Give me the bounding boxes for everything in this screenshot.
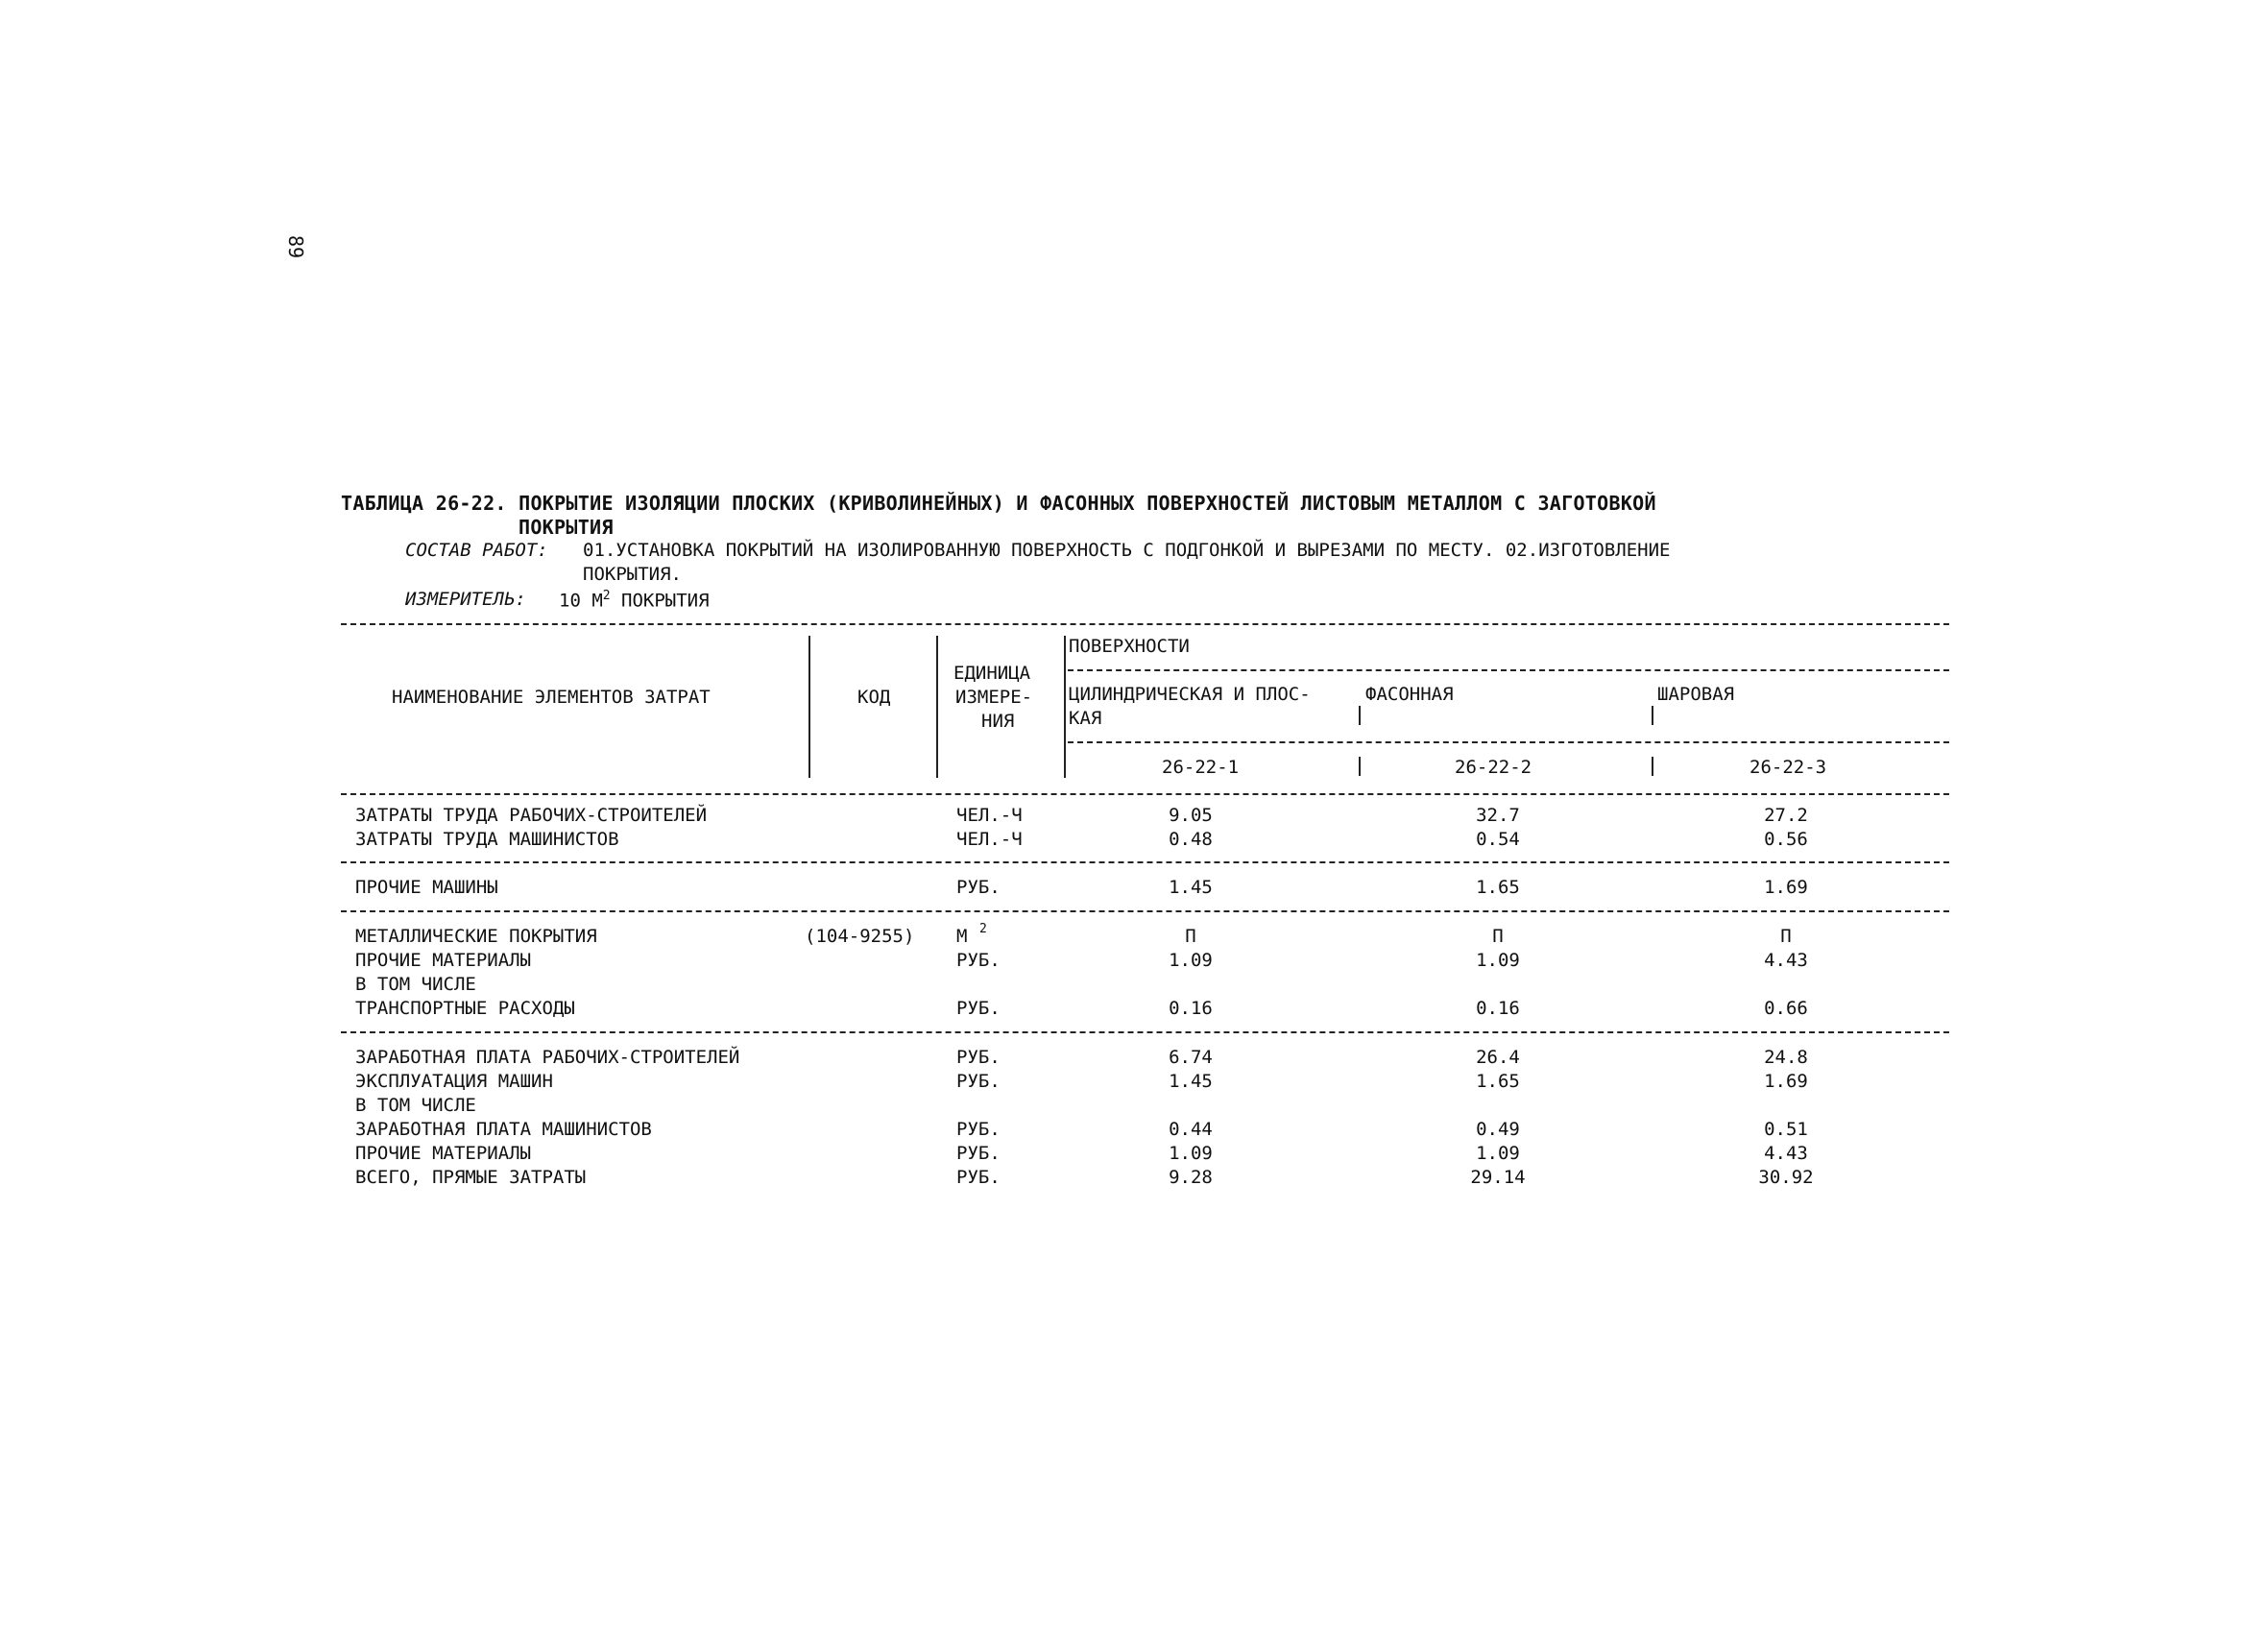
page-number: 89	[284, 235, 307, 259]
row-value-26-22-3: 4.43	[1764, 950, 1808, 971]
row-name: ПРОЧИЕ МАШИНЫ	[355, 877, 498, 898]
row-value-26-22-3: 24.8	[1764, 1047, 1808, 1068]
header-codes-rule	[1068, 741, 1949, 743]
row-value-26-22-2: 1.65	[1476, 1071, 1520, 1092]
header-separator-2	[936, 636, 938, 778]
meter-value: 10 $М^2$ ПОКРЫТИЯ	[559, 589, 710, 612]
header-separator-7	[1652, 757, 1653, 776]
row-value-26-22-3: 0.66	[1764, 998, 1808, 1019]
composition-line2: ПОКРЫТИЯ.	[583, 564, 682, 585]
row-value-26-22-2: 0.49	[1476, 1119, 1520, 1140]
header-surfaces-rule	[1068, 669, 1949, 671]
row-value-26-22-1: 1.09	[1169, 1143, 1213, 1164]
row-value-26-22-2: 1.09	[1476, 1143, 1520, 1164]
table-title-line2: ПОКРЫТИЯ	[519, 516, 614, 539]
row-unit: М	[956, 926, 968, 947]
row-unit: РУБ.	[956, 877, 1001, 898]
row-value-26-22-3: 0.56	[1764, 829, 1808, 850]
header-separator-3	[1064, 636, 1066, 778]
header-unit-line2: ИЗМЕРЕ-	[955, 687, 1033, 708]
row-name: ЭКСПЛУАТАЦИЯ МАШИН	[355, 1071, 553, 1092]
row-name: ЗАТРАТЫ ТРУДА РАБОЧИХ-СТРОИТЕЛЕЙ	[355, 805, 708, 826]
row-name: ПРОЧИЕ МАТЕРИАЛЫ	[355, 1143, 532, 1164]
row-value-26-22-2: 0.16	[1476, 998, 1520, 1019]
header-shaped: ФАСОННАЯ	[1365, 684, 1454, 705]
header-surfaces: ПОВЕРХНОСТИ	[1069, 636, 1190, 657]
header-unit-line1: ЕДИНИЦА	[953, 663, 1031, 684]
row-value-26-22-1: П	[1185, 926, 1196, 947]
row-code: (104-9255)	[805, 926, 915, 947]
header-name: НАИМЕНОВАНИЕ ЭЛЕМЕНТОВ ЗАТРАТ	[392, 687, 711, 708]
group-rule-1	[341, 861, 1949, 863]
row-value-26-22-3: П	[1780, 926, 1792, 947]
meter-label: ИЗМЕРИТЕЛЬ:	[405, 589, 526, 610]
row-unit: РУБ.	[956, 1167, 1001, 1188]
header-code-26-22-1: 26-22-1	[1162, 757, 1240, 778]
row-name: ВСЕГО, ПРЯМЫЕ ЗАТРАТЫ	[355, 1167, 587, 1188]
row-unit: РУБ.	[956, 1143, 1001, 1164]
row-value-26-22-3: 30.92	[1758, 1167, 1814, 1188]
row-value-26-22-3: 1.69	[1764, 1071, 1808, 1092]
header-separator-4	[1359, 706, 1361, 725]
row-value-26-22-1: 9.28	[1169, 1167, 1213, 1188]
row-name: ЗАРАБОТНАЯ ПЛАТА МАШИНИСТОВ	[355, 1119, 652, 1140]
composition-label: СОСТАВ РАБОТ:	[405, 540, 548, 561]
row-unit: РУБ.	[956, 1047, 1001, 1068]
composition-line1: 01.УСТАНОВКА ПОКРЫТИЙ НА ИЗОЛИРОВАННУЮ ПОВЕРХНОСТЬ С ПОДГОНКОЙ И ВЫРЕЗАМИ ПО МЕСТУ. 02.ИЗГОТОВЛЕНИЕ	[583, 540, 1671, 561]
row-value-26-22-1: 1.45	[1169, 1071, 1213, 1092]
header-cylindrical-line2: КАЯ	[1069, 708, 1102, 729]
row-value-26-22-1: 1.09	[1169, 950, 1213, 971]
row-unit-superscript: 2	[979, 922, 987, 936]
row-name: ЗАРАБОТНАЯ ПЛАТА РАБОЧИХ-СТРОИТЕЛЕЙ	[355, 1047, 740, 1068]
row-name: В ТОМ ЧИСЛЕ	[355, 1095, 476, 1116]
row-value-26-22-2: 32.7	[1476, 805, 1520, 826]
group-rule-3	[341, 1031, 1949, 1033]
header-unit-line3: НИЯ	[981, 711, 1015, 732]
row-value-26-22-1: 0.16	[1169, 998, 1213, 1019]
row-name: МЕТАЛЛИЧЕСКИЕ ПОКРЫТИЯ	[355, 926, 597, 947]
header-top-rule	[341, 623, 1949, 625]
header-separator-5	[1652, 706, 1653, 725]
row-value-26-22-3: 27.2	[1764, 805, 1808, 826]
row-value-26-22-2: П	[1492, 926, 1504, 947]
header-spherical: ШАРОВАЯ	[1657, 684, 1735, 705]
row-name: ЗАТРАТЫ ТРУДА МАШИНИСТОВ	[355, 829, 619, 850]
header-cylindrical-line1: ЦИЛИНДРИЧЕСКАЯ И ПЛОС-	[1069, 684, 1311, 705]
row-unit: ЧЕЛ.-Ч	[956, 805, 1023, 826]
row-name: ТРАНСПОРТНЫЕ РАСХОДЫ	[355, 998, 575, 1019]
row-value-26-22-3: 1.69	[1764, 877, 1808, 898]
row-unit: РУБ.	[956, 998, 1001, 1019]
header-separator-1	[808, 636, 810, 778]
row-unit: РУБ.	[956, 1071, 1001, 1092]
row-name: В ТОМ ЧИСЛЕ	[355, 974, 476, 995]
row-unit: РУБ.	[956, 1119, 1001, 1140]
group-rule-2	[341, 910, 1949, 912]
header-separator-6	[1359, 757, 1361, 776]
row-value-26-22-1: 6.74	[1169, 1047, 1213, 1068]
row-value-26-22-3: 0.51	[1764, 1119, 1808, 1140]
header-bottom-rule	[341, 793, 1949, 795]
header-code: КОД	[857, 687, 891, 708]
row-value-26-22-3: 4.43	[1764, 1143, 1808, 1164]
row-value-26-22-1: 0.48	[1169, 829, 1213, 850]
row-value-26-22-2: 1.65	[1476, 877, 1520, 898]
header-code-26-22-3: 26-22-3	[1749, 757, 1827, 778]
row-value-26-22-1: 9.05	[1169, 805, 1213, 826]
row-value-26-22-1: 1.45	[1169, 877, 1213, 898]
row-unit: РУБ.	[956, 950, 1001, 971]
row-name: ПРОЧИЕ МАТЕРИАЛЫ	[355, 950, 532, 971]
row-value-26-22-2: 0.54	[1476, 829, 1520, 850]
row-value-26-22-2: 29.14	[1470, 1167, 1526, 1188]
row-value-26-22-2: 26.4	[1476, 1047, 1520, 1068]
row-unit: ЧЕЛ.-Ч	[956, 829, 1023, 850]
row-unit-with-superscript	[979, 922, 987, 944]
table-title-line1: ТАБЛИЦА 26-22. ПОКРЫТИЕ ИЗОЛЯЦИИ ПЛОСКИХ (КРИВОЛИНЕЙНЫХ) И ФАСОННЫХ ПОВЕРХНОСТЕЙ ЛИСТОВЫМ МЕТАЛЛОМ С ЗАГОТОВКОЙ	[341, 492, 1656, 515]
header-code-26-22-2: 26-22-2	[1455, 757, 1532, 778]
row-value-26-22-1: 0.44	[1169, 1119, 1213, 1140]
row-value-26-22-2: 1.09	[1476, 950, 1520, 971]
